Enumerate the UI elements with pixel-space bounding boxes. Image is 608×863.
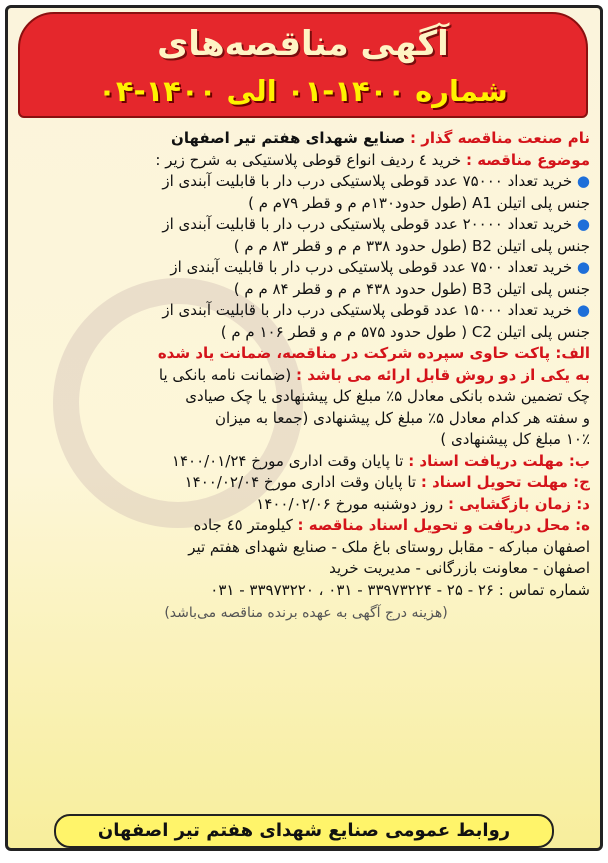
- ad-body: [22, 128, 590, 625]
- item-3-line-2: جنس پلی اتیلن B3 (طول حدود ۴۳۸ م م و قطر ۸۴ م م ): [233, 279, 590, 298]
- section-a-line-2: [22, 365, 590, 387]
- item-2-line-1: [22, 214, 590, 236]
- item-1-line-2: جنس پلی اتیلن A1 (طول حدود۱۳۰م م و قطر ۷۹م م ): [248, 193, 590, 212]
- section-h-label: ه: محل دریافت و تحویل اسناد مناقصه :: [297, 516, 590, 534]
- section-b-label: ب: مهلت دریافت اسناد :: [408, 451, 590, 470]
- ad-cost-note: (هزینه درج آگهی به عهده برنده مناقصه می‌باشد): [164, 605, 448, 621]
- header-banner: [18, 12, 588, 118]
- section-a-text-3: و سفته هر کدام معادل ۵٪ مبلغ کل پیشنهادی (جمعا به میزان: [215, 408, 590, 427]
- section-d-label: د: زمان بازگشایی :: [447, 494, 590, 513]
- subject-value: خرید ٤ ردیف انواع قوطی پلاستیکی به شرح زیر :: [155, 150, 462, 169]
- organizer-line: [22, 128, 590, 150]
- item-1-line-1: [22, 171, 590, 193]
- footer-signature: روابط عمومی صنایع شهدای هفتم تیر اصفهان: [54, 814, 554, 848]
- item-4-line-1: [22, 300, 590, 322]
- section-j-label: ج: مهلت تحویل اسناد :: [420, 473, 590, 491]
- organizer-value: صنایع شهدای هفتم تیر اصفهان: [171, 129, 406, 147]
- section-b-line: [22, 451, 590, 473]
- item-3-line-1: [22, 257, 590, 279]
- subject-line: [22, 150, 590, 172]
- ad-title: آگهی مناقصه‌های: [157, 24, 449, 64]
- section-a-text-4: ۱۰٪ مبلغ کل پیشنهادی ): [440, 430, 590, 448]
- tender-number: شماره ۱۴۰۰-۰۱ الی ۱۴۰۰-۰۴: [98, 74, 508, 108]
- contact-line: شماره تماس : ۲۶ - ۲۵ - ۳۳۹۷۳۲۲۴ - ۰۳۱ ، ۳۳۹۷۳۲۲۰ - ۰۳۱: [210, 580, 590, 599]
- section-d-line: [22, 494, 590, 516]
- item-2-line-2: جنس پلی اتیلن B2 (طول حدود ۳۳۸ م م و قطر ۸۳ م م ): [233, 236, 590, 255]
- item-text: خرید تعداد ۷۵۰۰۰ عدد قوطی پلاستیکی درب دار با قابلیت آبندی از: [162, 172, 573, 190]
- item-text: خرید تعداد ۷۵۰۰ عدد قوطی پلاستیکی درب دار با قابلیت آبندی از: [170, 258, 573, 276]
- item-text: خرید تعداد ۱۵۰۰۰ عدد قوطی پلاستیکی درب دار با قابلیت آبندی از: [162, 301, 573, 319]
- bullet-icon: ●: [576, 215, 590, 233]
- section-a-heading-2: به یکی از دو روش قابل ارائه می باشد :: [296, 365, 590, 384]
- section-j-value: تا پایان وقت اداری مورخ ۱۴۰۰/۰۲/۰۴: [184, 473, 417, 491]
- tender-ad: [5, 5, 603, 851]
- bullet-icon: ●: [576, 301, 590, 319]
- subject-label: موضوع مناقصه :: [465, 150, 590, 169]
- section-h-text-1: کیلومتر ٤٥ جاده: [193, 516, 293, 534]
- bullet-icon: ●: [576, 172, 590, 190]
- bullet-icon: ●: [576, 258, 590, 276]
- section-a-text-2: چک تضمین شده بانکی معادل ۵٪ مبلغ کل پیشنهادی یا چک صیادی: [185, 387, 590, 405]
- section-b-value: تا پایان وقت اداری مورخ ۱۴۰۰/۰۱/۲۴: [171, 451, 404, 470]
- section-a-heading-1: الف: پاکت حاوی سپرده شرکت در مناقصه، ضمانت یاد شده: [157, 344, 590, 362]
- section-h-text-3: اصفهان - معاونت بازرگانی - مدیریت خرید: [329, 559, 590, 577]
- section-h-line: [22, 515, 590, 537]
- item-4-line-2: جنس پلی اتیلن C2 ( طول حدود ۵۷۵ م م و قطر ۱۰۶ م م ): [220, 322, 590, 341]
- organizer-label: نام صنعت مناقصه گذار :: [409, 129, 590, 147]
- section-j-line: [22, 472, 590, 494]
- section-a-text-1: (ضمانت نامه بانکی یا: [158, 365, 292, 384]
- section-h-text-2: اصفهان مبارکه - مقابل روستای باغ ملک - صنایع شهدای هفتم تیر: [188, 537, 590, 556]
- item-text: خرید تعداد ۲۰۰۰۰ عدد قوطی پلاستیکی درب دار با قابلیت آبندی از: [162, 215, 573, 233]
- section-d-value: روز دوشنبه مورخ ۱۴۰۰/۰۲/۰۶: [256, 494, 444, 513]
